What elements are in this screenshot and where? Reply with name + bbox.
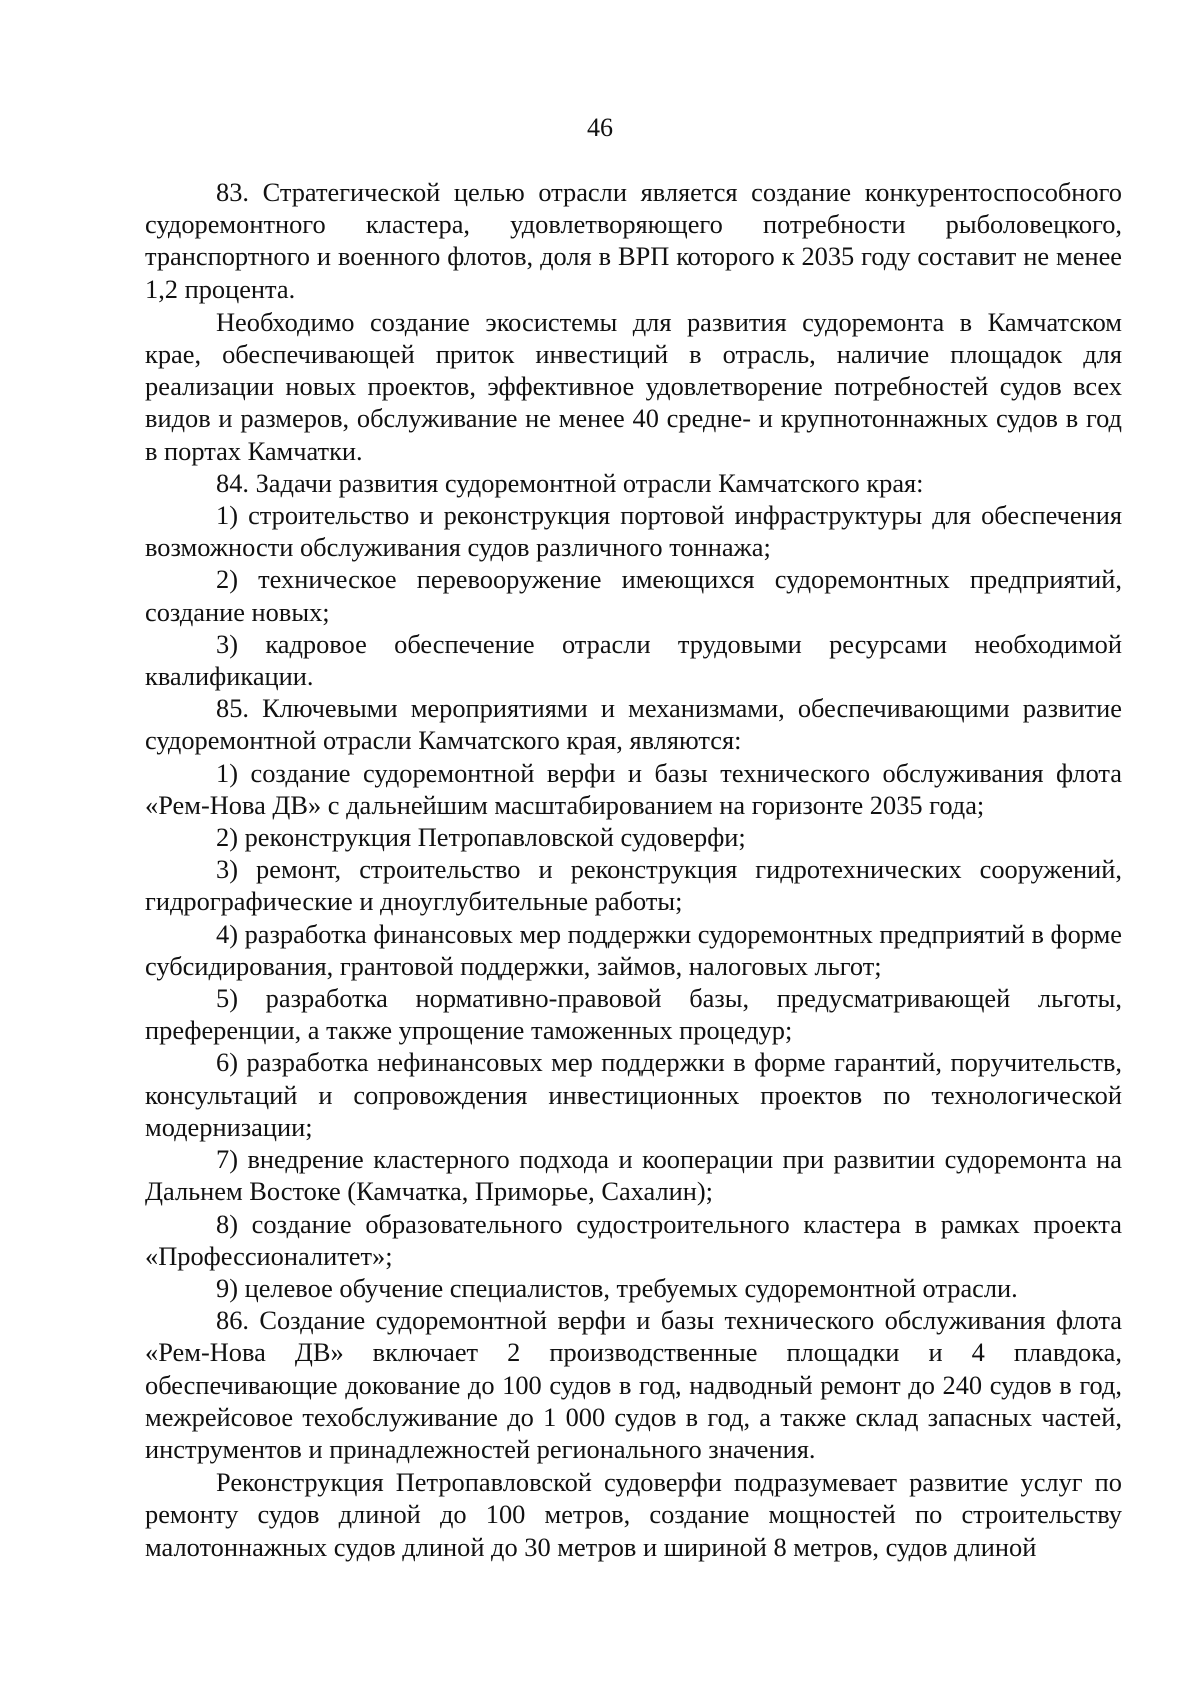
list-item-85-3: 3) ремонт, строительство и реконструкция гидротехнических сооружений, гидрографические и дноуглубительные работы; (145, 854, 1122, 917)
paragraph-84-heading: 84. Задачи развития судоремонтной отрасли Камчатского края: (216, 467, 924, 498)
list-item-84-1: 1) строительство и реконструкция портовой инфраструктуры для обеспечения возможности обслуживания судов различного тоннажа; (145, 500, 1122, 563)
list-item-85-4: 4) разработка финансовых мер поддержки судоремонтных предприятий в форме субсидирования, грантовой поддержки, займов, налоговых льгот; (145, 918, 1123, 981)
list-item-85-1: 1) создание судоремонтной верфи и базы технического обслуживания флота «Рем-Нова ДВ» с дальнейшим масштабированием на горизонте 2035 года; (145, 757, 1122, 820)
paragraph-reconstruction: Реконструкция Петропавловской судоверфи подразумевает развитие услуг по ремонту судов длиной до 100 метров, создание мощностей по строительству малотоннажных судов длиной до 30 метров и шириной 8 метров, судов длиной (145, 1467, 1122, 1562)
paragraph-83: 83. Стратегической целью отрасли является создание конкурентоспособного судоремонтного кластера, удовлетворяющего потребности рыболовецкого, транспортного и военного флотов, доля в ВРП которого к 2035 году составит не менее 1,2 процента. (145, 177, 1122, 304)
list-item-85-9: 9) целевое обучение специалистов, требуемых судоремонтной отрасли. (216, 1272, 1018, 1303)
page-number: 46 (587, 113, 613, 142)
list-item-85-6: 6) разработка нефинансовых мер поддержки в форме гарантий, поручительств, консультаций и сопровождения инвестиционных проектов по технологической модернизации; (145, 1047, 1122, 1142)
paragraph-86: 86. Создание судоремонтной верфи и базы технического обслуживания флота «Рем-Нова ДВ» включает 2 производственные площадки и 4 плавдока, обеспечивающие докование до 100 судов в год, надводный ремонт до 240 судов в год, межрейсовое техобслуживание до 1 000 судов в год, а также склад запасных частей, инструментов и принадлежностей регионального значения. (145, 1305, 1122, 1464)
paragraph-85-heading: 85. Ключевыми мероприятиями и механизмами, обеспечивающими развитие судоремонтной отрасли Камчатского края, являются: (145, 693, 1122, 756)
list-item-85-2: 2) реконструкция Петропавловской судоверфи; (216, 822, 746, 853)
list-item-85-7: 7) внедрение кластерного подхода и кооперации при развитии судоремонта на Дальнем Востоке (Камчатка, Приморье, Сахалин); (145, 1144, 1122, 1207)
list-item-84-2: 2) техническое перевооружение имеющихся судоремонтных предприятий, создание новых; (145, 564, 1122, 627)
paragraph-ecosystem: Необходимо создание экосистемы для развития судоремонта в Камчатском крае, обеспечивающей приток инвестиций в отрасль, наличие площадок для реализации новых проектов, эффективное удовлетворение потребностей судов всех видов и размеров, обслуживание не менее 40 средне- и крупнотоннажных судов в год в портах Камчатки. (145, 306, 1122, 466)
list-item-84-3: 3) кадровое обеспечение отрасли трудовыми ресурсами необходимой квалификации. (145, 628, 1122, 692)
list-item-85-5: 5) разработка нормативно-правовой базы, предусматривающей льготы, преференции, а также упрощение таможенных процедур; (145, 983, 1122, 1046)
document-body (145, 176, 1122, 1563)
list-item-85-8: 8) создание образовательного судостроительного кластера в рамках проекта «Профессионалитет»; (145, 1208, 1122, 1271)
